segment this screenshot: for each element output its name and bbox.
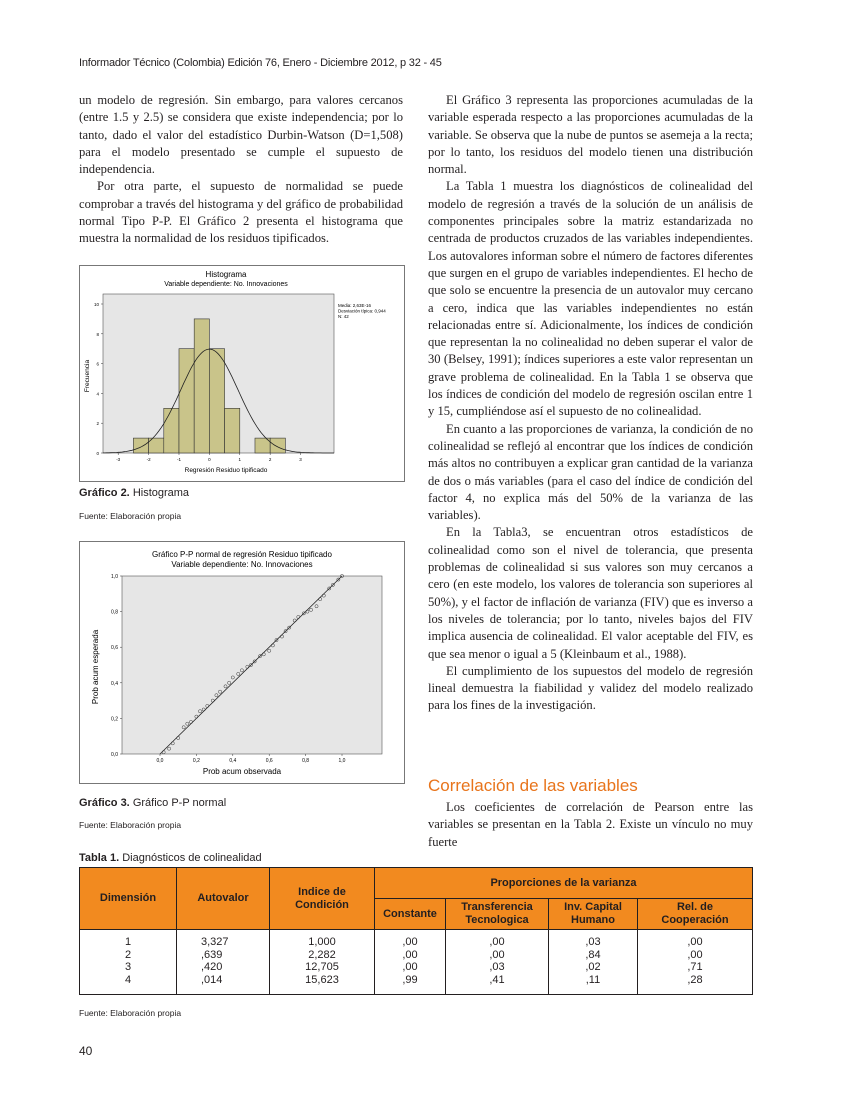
caption-text: Diagnósticos de colinealidad <box>122 852 262 864</box>
y-axis-label: Frecuencia <box>84 359 91 393</box>
histogram-bar <box>133 438 148 453</box>
y-tick-label: 2 <box>96 421 99 427</box>
caption-text: Gráfico P-P normal <box>132 797 227 809</box>
paragraph: Por otra parte, el supuesto de normalidad se puede comprobar a través del histograma y del gráfico de probabilidad normal Tipo P-P. El Gráfico 2 presenta el histograma que muestra la normalidad de los residuos tipificados. <box>79 179 403 246</box>
table-body-row <box>80 930 753 995</box>
table-cell-value: ,41 <box>489 973 505 986</box>
table-cell-value: 1,000 <box>308 936 336 948</box>
table-cell-value: ,00 <box>687 936 703 948</box>
y-tick-label: 0,2 <box>111 716 118 723</box>
legend-text: Desviación típica: 0,944 <box>338 308 386 314</box>
x-tick-label: 0 <box>208 457 211 462</box>
figure3-caption <box>79 797 226 809</box>
table-cell <box>270 930 375 995</box>
legend-text: Media: 2,63E-16 <box>338 303 372 308</box>
table-cell-value: ,00 <box>402 936 418 948</box>
chart-subtitle: Variable dependiente: No. Innovaciones <box>164 281 288 288</box>
table-cell-value: ,71 <box>687 961 703 973</box>
x-axis-label: Prob acum observada <box>202 767 282 776</box>
paragraph: La Tabla 1 muestra los diagnósticos de colinealidad del modelo de regresión a través de la solución de un análisis de componentes principales sobre la matriz estandarizada no centrada de productos cruzados de las variables independientes. Los autovalores informan sobre el número de factores diferentes que surgen en el grupo de variables independientes. El hecho de que solo se encuentre la presencia de un autovalor muy cercano a cero, indica que las variables independientes no están relacionadas entre sí. Adicionalmente, los índices de condición que representan la no colinealidad no deben superar el valor de 30 (Belsey, 1991); índices superiores a este valor representan un grave problema de colinealidad. En la Tabla 1 se observa que los índices de condición del modelo de regresión oscilan entre 1 y 15, cumpliéndose así el supuesto de no colinealidad. <box>428 179 753 419</box>
table-cell-value: ,03 <box>585 936 601 948</box>
x-tick-label: -1 <box>176 457 181 462</box>
right-column <box>428 92 753 715</box>
table-cell-value: ,11 <box>585 973 601 986</box>
x-tick-label: -3 <box>116 457 121 462</box>
column-header: Rel. de Cooperación <box>638 899 753 930</box>
x-tick-label: 3 <box>299 457 302 462</box>
figure2-source: Fuente: Elaboración propia <box>79 511 182 521</box>
group-header: Proporciones de la varianza <box>375 868 753 899</box>
histogram-bar <box>194 319 209 453</box>
y-tick-label: 0 <box>96 451 99 456</box>
running-header: Informador Técnico (Colombia) Edición 76, Enero - Diciembre 2012, p 32 - 45 <box>79 57 442 69</box>
legend-line <box>338 303 386 319</box>
table-cell <box>638 930 753 995</box>
y-tick-label: 0,8 <box>111 609 118 616</box>
x-tick-label: 1,0 <box>338 758 346 764</box>
y-tick-label: 0,6 <box>111 645 118 652</box>
caption-label: Gráfico 2. <box>79 487 130 499</box>
table-cell-value: ,00 <box>489 948 505 961</box>
histogram-bar <box>270 438 285 453</box>
table-cell-value: ,00 <box>687 948 703 961</box>
table-cell-value: 2,282 <box>308 948 336 961</box>
y-tick-label: 10 <box>93 302 99 307</box>
paragraph: El cumplimiento de los supuestos del modelo de regresión lineal demuestra la fiabilidad y validez del modelo realizado para los fines de la investigación. <box>428 663 753 713</box>
chart-title: Histograma <box>205 270 247 279</box>
table-cell <box>375 930 446 995</box>
table-cell-value: 1 <box>124 936 132 948</box>
histogram-bar <box>179 349 194 453</box>
y-tick-label: 4 <box>96 391 99 397</box>
paragraph: un modelo de regresión. Sin embargo, para valores cercanos (entre 1.5 y 2.5) se considera que existe independencia; por lo tanto, dado el valor del estadístico Durbin-Watson (D=1,508) para el modelo presentado se cumple el supuesto de independencia. <box>79 93 403 177</box>
table-cell-value: 2 <box>124 948 132 961</box>
column-header: Indice de Condición <box>270 868 375 930</box>
page-number: 40 <box>79 1044 93 1058</box>
table-cell-value: ,639 <box>201 948 223 961</box>
histogram-bar <box>164 408 179 453</box>
legend-text: N: 42 <box>338 314 349 319</box>
table-cell-value: ,420 <box>201 961 223 973</box>
column-header: Constante <box>375 899 446 930</box>
section-heading: Correlación de las variables <box>428 776 638 795</box>
table-cell-value: 4 <box>124 973 132 986</box>
table-cell-value: ,99 <box>402 973 418 986</box>
figure2-caption <box>79 487 189 499</box>
caption-text: Histograma <box>132 487 190 499</box>
column-header: Autovalor <box>177 868 270 930</box>
x-tick-label: 0,0 <box>156 758 164 764</box>
x-axis-label: Regresión Residuo tipificado <box>184 467 268 474</box>
caption-label: Tabla 1. <box>79 852 120 864</box>
x-tick-label: 0,8 <box>302 758 310 764</box>
chart-subtitle: Variable dependiente: No. Innovaciones <box>171 560 313 569</box>
table1-caption <box>79 852 262 864</box>
table-cell <box>549 930 638 995</box>
y-tick-label: 0,0 <box>111 752 118 758</box>
histogram-bar <box>209 349 224 453</box>
section-body <box>428 799 753 851</box>
histogram-chart <box>80 266 404 481</box>
x-tick-label: 0,6 <box>265 758 273 764</box>
table-cell-value: 3,327 <box>201 936 229 948</box>
table-cell-value: ,03 <box>489 961 505 973</box>
table-cell-value: ,00 <box>402 948 418 961</box>
table-cell-value: ,02 <box>585 961 601 973</box>
caption-label: Gráfico 3. <box>79 797 130 809</box>
table-cell-value: 12,705 <box>305 961 339 973</box>
collinearity-table <box>79 867 753 995</box>
table-cell-value: ,014 <box>201 973 223 986</box>
table-cell-value: ,00 <box>402 961 418 973</box>
x-tick-label: -2 <box>146 457 151 462</box>
table-cell-value: ,28 <box>687 973 703 986</box>
pp-plot-figure <box>79 541 405 784</box>
column-header: Inv. Capital Humano <box>549 899 638 930</box>
paragraph: En cuanto a las proporciones de varianza, la condición de no colinealidad se reflejó al encontrar que los índices de condición más altos no contribuyen a explicar gran cantidad de la varianza de dos o más variables (para el caso del índice de condición del factor 4, no explica más del 50% de la varianza de las variables). <box>428 421 753 523</box>
pp-plot-chart <box>80 542 404 783</box>
y-tick-label: 0,4 <box>111 680 118 687</box>
table-cell <box>177 930 270 995</box>
x-tick-label: 0,4 <box>229 758 237 764</box>
plot-area <box>122 576 382 754</box>
table-cell <box>446 930 549 995</box>
left-column <box>79 92 403 248</box>
y-tick-label: 6 <box>96 361 99 367</box>
paragraph: El Gráfico 3 representa las proporciones acumuladas de la variable esperada respecto a las proporciones acumuladas de la variable. Se observa que la nube de puntos se asemeja a la recta; por lo tanto, los residuos del modelo tienen una distribución normal. <box>428 93 753 177</box>
chart-title: Gráfico P-P normal de regresión Residuo tipificado <box>152 550 332 559</box>
table-cell <box>80 930 177 995</box>
x-tick-label: 1 <box>238 457 242 462</box>
table-cell-value: 15,623 <box>305 973 339 986</box>
histogram-figure <box>79 265 405 482</box>
table-cell-value: 3 <box>124 961 132 973</box>
table-cell-value: ,00 <box>489 936 505 948</box>
y-axis-label: Prob acum esperada <box>91 629 100 705</box>
y-tick-label: 8 <box>96 331 99 337</box>
x-tick-label: 2 <box>268 457 272 462</box>
table-cell-value: ,84 <box>585 948 601 961</box>
figure3-source: Fuente: Elaboración propia <box>79 820 182 830</box>
column-header: Transferencia Tecnologica <box>446 899 549 930</box>
paragraph: Los coeficientes de correlación de Pearson entre las variables se presentan en la Tabla 2. Existe un vínculo no muy fuerte <box>428 800 753 849</box>
column-header: Dimensión <box>80 868 177 930</box>
paragraph: En la Tabla3, se encuentran otros estadísticos de colinealidad como son el nivel de tolerancia, que presenta problemas de colinealidad si sus valores son muy cercanos a cero (en este modelo, los valores de tolerancia son superiores al 50%), y el factor de inflación de varianza (FIV) que es inverso a los niveles de tolerancia; por lo tanto, niveles bajos del FIV implica ausencia de colinealidad. El valor aceptable del FIV, es que sea menor o igual a 5 (Kleinbaum et al., 1988). <box>428 525 753 661</box>
table1-source: Fuente: Elaboración propia <box>79 1008 182 1018</box>
y-tick-label: 1,0 <box>111 574 118 580</box>
histogram-bar <box>225 408 240 453</box>
x-tick-label: 0,2 <box>192 758 200 764</box>
